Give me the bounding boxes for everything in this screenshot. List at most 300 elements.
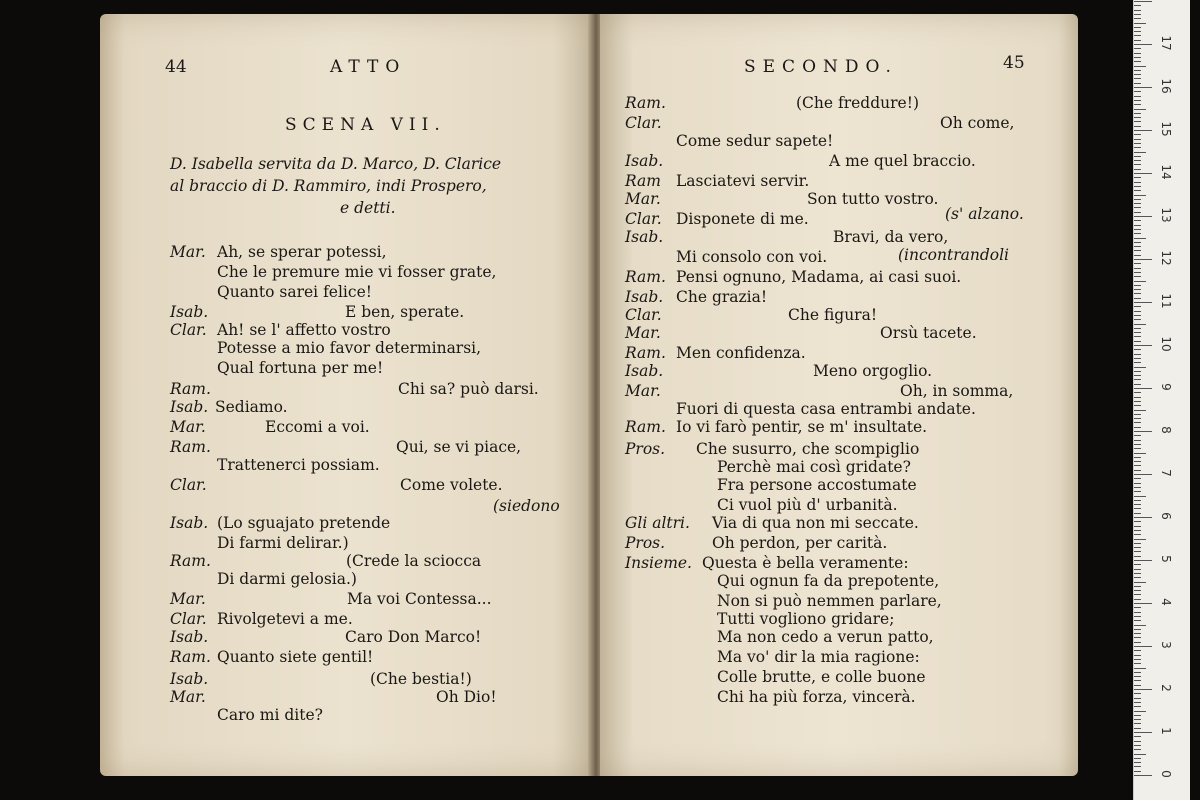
dialogue-line: Qual fortuna per me! [217,359,384,377]
ruler-tick [1134,754,1146,755]
ruler-number: 8 [1159,426,1173,434]
ruler-tick [1134,766,1141,767]
ruler-tick [1134,298,1141,299]
dialogue-line: Quanto siete gentil! [217,648,374,666]
dialogue-line: Lasciatevi servir. [676,172,810,190]
ruler-tick [1134,384,1141,385]
ruler-number: 4 [1159,598,1173,606]
speaker-label: Ram. [170,380,211,398]
speaker-label: Isab. [625,228,664,246]
ruler-tick [1134,285,1141,286]
ruler-tick [1134,685,1141,686]
running-head: ATTO [330,57,407,77]
ruler-tick [1134,212,1141,213]
ruler-tick [1134,134,1141,135]
dialogue-line: Via di qua non mi seccate. [712,514,919,532]
speaker-label: Gli altri. [625,514,690,532]
ruler-tick [1134,199,1141,200]
ruler-tick [1134,113,1141,114]
speaker-label: Isab. [170,398,209,416]
ruler-tick [1134,500,1141,501]
ruler-tick [1134,569,1141,570]
ruler-tick [1134,594,1141,595]
ruler-tick [1134,147,1141,148]
dialogue-line: Mi consolo con voi. [676,248,828,266]
ruler-tick [1134,775,1152,776]
page-number: 44 [165,57,187,77]
stage-direction-line: e detti. [340,199,396,217]
ruler-tick [1134,526,1141,527]
ruler-tick [1134,470,1141,471]
ruler-number: 2 [1159,684,1173,692]
ruler-tick [1134,328,1141,329]
dialogue-line: Chi ha più forza, vincerà. [717,688,916,706]
dialogue-line: Sediamo. [215,398,288,416]
stage-direction-line: al braccio di D. Rammiro, indi Prospero, [170,177,487,195]
dialogue-line: Che figura! [788,306,878,324]
ruler-tick [1134,448,1141,449]
speaker-label: Mar. [625,382,661,400]
ruler-tick [1134,341,1141,342]
ruler-tick [1134,491,1141,492]
left-page [100,14,592,776]
ruler-tick [1134,530,1141,531]
ruler-tick [1134,702,1141,703]
speaker-label: Pros. [625,440,666,458]
ruler-tick [1134,225,1141,226]
ruler-tick [1134,655,1141,656]
ruler-tick [1134,281,1146,282]
dialogue-line: Ci vuol più d' urbanità. [717,496,898,514]
ruler-tick [1134,336,1141,337]
dialogue-line: (s' alzano. [945,205,1024,223]
ruler-tick [1134,612,1141,613]
ruler-tick [1134,715,1141,716]
ruler-tick [1134,35,1141,36]
ruler-tick [1134,534,1141,535]
dialogue-line: Trattenerci possiam. [217,456,380,474]
dialogue-line: Chi sa? può darsi. [398,380,539,398]
ruler-tick [1134,397,1141,398]
ruler-tick [1134,633,1141,634]
dialogue-line: Non si può nemmen parlare, [717,592,942,610]
ruler-number: 13 [1159,207,1173,223]
ruler-tick [1134,177,1141,178]
ruler-tick [1134,573,1141,574]
dialogue-line: (Crede la sciocca [346,552,482,570]
ruler-tick [1134,590,1141,591]
ruler-tick [1134,401,1141,402]
dialogue-line: Ma non cedo a verun patto, [717,628,934,646]
ruler-tick [1134,706,1141,707]
ruler-tick [1134,444,1141,445]
ruler-tick [1134,711,1146,712]
dialogue-line: Disponete di me. [676,210,809,228]
dialogue-line: Questa è bella veramente: [702,554,909,572]
ruler-tick [1134,48,1141,49]
speaker-label: Ram. [170,438,211,456]
ruler-tick [1134,723,1141,724]
ruler-tick [1134,5,1141,6]
ruler-tick [1134,83,1141,84]
ruler-tick [1134,311,1141,312]
ruler-tick [1134,663,1141,664]
ruler-tick [1134,233,1141,234]
ruler-tick [1134,14,1141,15]
dialogue-line: A me quel braccio. [829,152,976,170]
ruler-tick [1134,375,1141,376]
ruler-tick [1134,689,1152,690]
speaker-label: Ram. [625,344,666,362]
ruler-tick [1134,70,1141,71]
dialogue-line: (Lo sguajato pretende [217,514,391,532]
dialogue-line: Rivolgetevi a me. [217,610,353,628]
dialogue-line: Quanto sarei felice! [217,283,372,301]
dialogue-line: Oh come, [940,114,1015,132]
ruler-number: 10 [1159,336,1173,352]
ruler-number: 5 [1159,555,1173,563]
ruler-tick [1134,539,1146,540]
ruler-tick [1134,169,1141,170]
ruler-tick [1134,521,1141,522]
ruler-tick [1134,405,1141,406]
ruler-tick [1134,272,1141,273]
open-book [100,14,1100,784]
ruler-tick [1134,362,1141,363]
dialogue-line: Men confidenza. [676,344,806,362]
speaker-label: Mar. [170,590,206,608]
ruler-tick [1134,10,1141,11]
ruler-tick [1134,354,1141,355]
ruler-tick [1134,289,1141,290]
ruler-number: 14 [1159,164,1173,180]
ruler-tick [1134,207,1141,208]
dialogue-line: Fra persone accostumate [717,476,917,494]
ruler-tick [1134,551,1141,552]
ruler-tick [1134,229,1141,230]
ruler-tick [1134,44,1152,45]
dialogue-line: Colle brutte, e colle buone [717,668,926,686]
ruler-tick [1134,121,1141,122]
ruler-tick [1134,620,1141,621]
running-head: SECONDO. [744,57,898,77]
ruler-tick [1134,698,1141,699]
dialogue-line: E ben, sperate. [345,303,465,321]
dialogue-line: Oh perdon, per carità. [712,534,888,552]
ruler-tick [1134,315,1141,316]
ruler-tick [1134,18,1141,19]
ruler-tick [1134,367,1146,368]
ruler-tick [1134,474,1152,475]
dialogue-line: Come sedur sapete! [676,132,834,150]
dialogue-line: Caro mi dite? [217,706,323,724]
dialogue-line: Che le premure mie vi fosser grate, [217,263,497,281]
speaker-label: Clar. [170,476,207,494]
ruler-tick [1134,126,1141,127]
ruler-tick [1134,440,1141,441]
dialogue-line: Oh Dio! [436,688,497,706]
ruler-tick [1134,143,1141,144]
ruler-tick [1134,332,1141,333]
ruler-tick [1134,371,1141,372]
ruler-tick [1134,203,1141,204]
ruler-tick [1134,771,1141,772]
ruler-tick [1134,190,1141,191]
ruler-tick [1134,156,1141,157]
ruler-tick [1134,263,1141,264]
ruler-tick [1134,646,1152,647]
ruler-tick [1134,349,1141,350]
dialogue-line: Di farmi delirar.) [217,534,349,552]
ruler-tick [1134,96,1141,97]
ruler-tick [1134,27,1141,28]
dialogue-line: Pensi ognuno, Madama, ai casi suoi. [676,268,962,286]
ruler-tick [1134,672,1141,673]
speaker-label: Pros. [625,534,666,552]
ruler-tick [1134,78,1141,79]
ruler-tick [1134,465,1141,466]
speaker-label: Mar. [625,190,661,208]
ruler-tick [1134,758,1141,759]
ruler-tick [1134,517,1152,518]
ruler-tick [1134,680,1141,681]
dialogue-line: Tutti vogliono gridare; [717,610,895,628]
ruler-number: 16 [1159,78,1173,94]
ruler-number: 6 [1159,512,1173,520]
ruler-tick [1134,564,1141,565]
ruler-tick [1134,182,1141,183]
ruler-tick [1134,693,1141,694]
speaker-label: Ram [625,172,661,190]
speaker-label: Mar. [625,324,661,342]
speaker-label: Isab. [170,514,209,532]
speaker-label: Isab. [625,362,664,380]
ruler-tick [1134,302,1152,303]
ruler-tick [1134,603,1152,604]
ruler-tick [1134,582,1146,583]
ruler-tick [1134,388,1152,389]
ruler-tick [1134,130,1152,131]
ruler-tick [1134,418,1141,419]
ruler-number: 12 [1159,250,1173,266]
speaker-label: Clar. [625,306,662,324]
ruler-tick [1134,117,1141,118]
dialogue-line: Bravi, da vero, [833,228,949,246]
ruler-tick [1134,186,1141,187]
ruler-tick [1134,242,1141,243]
dialogue-line: Ah, se sperar potessi, [217,243,387,261]
ruler-tick [1134,577,1141,578]
speaker-label: Clar. [625,114,662,132]
ruler-tick [1134,457,1141,458]
ruler-tick [1134,607,1141,608]
ruler-tick [1134,74,1141,75]
ruler-number: 9 [1159,383,1173,391]
speaker-label: Ram. [170,552,211,570]
ruler-tick [1134,324,1146,325]
ruler-tick [1134,53,1141,54]
ruler-tick [1134,139,1141,140]
speaker-label: Isab. [170,670,209,688]
dialogue-line: Ah! se l' affetto vostro [217,321,391,339]
ruler-tick [1134,160,1141,161]
ruler-tick [1134,560,1152,561]
ruler-tick [1134,668,1146,669]
ruler-tick [1134,732,1152,733]
ruler-tick [1134,543,1141,544]
ruler-tick [1134,745,1141,746]
ruler-tick [1134,414,1141,415]
ruler-tick [1134,109,1146,110]
ruler-tick [1134,629,1141,630]
page-number: 45 [1003,53,1025,73]
ruler-tick [1134,508,1141,509]
speaker-label: Mar. [170,688,206,706]
ruler-tick [1134,87,1152,88]
ruler-tick [1134,259,1152,260]
ruler-tick [1134,547,1141,548]
ruler-tick [1134,319,1141,320]
dialogue-line: (Che freddure!) [796,94,919,112]
ruler-tick [1134,306,1141,307]
speaker-label: Clar. [625,210,662,228]
ruler-tick [1134,422,1141,423]
ruler-tick [1134,57,1141,58]
ruler-tick [1134,659,1141,660]
dialogue-line: (incontrandoli [898,246,1010,264]
dialogue-line: Caro Don Marco! [345,628,482,646]
ruler-tick [1134,461,1141,462]
ruler-tick [1134,431,1152,432]
ruler-tick [1134,427,1141,428]
dialogue-line: Qui ognun fa da prepotente, [717,572,940,590]
dialogue-line: Ma voi Contessa... [347,590,492,608]
dialogue-line: Son tutto vostro. [807,190,939,208]
ruler-tick [1134,345,1152,346]
ruler-tick [1134,152,1146,153]
ruler-number: 7 [1159,469,1173,477]
speaker-label: Isab. [170,628,209,646]
speaker-label: Clar. [170,610,207,628]
speaker-label: Ram. [170,648,211,666]
speaker-label: Clar. [170,321,207,339]
ruler-tick [1134,238,1146,239]
ruler-tick [1134,61,1141,62]
ruler-tick [1134,100,1141,101]
ruler-tick [1134,435,1141,436]
ruler-tick [1134,23,1146,24]
ruler-tick [1134,625,1146,626]
dialogue-line: Qui, se vi piace, [396,438,522,456]
ruler-tick [1134,276,1141,277]
ruler-number: 3 [1159,641,1173,649]
ruler-tick [1134,250,1141,251]
dialogue-line: Perchè mai così gridate? [717,458,911,476]
ruler-tick [1134,642,1141,643]
speaker-label: Isab. [170,303,209,321]
speaker-label: Insieme. [625,554,692,572]
ruler-tick [1134,504,1141,505]
dialogue-line: Orsù tacete. [880,324,977,342]
ruler-tick [1134,513,1141,514]
measuring-ruler [1133,0,1190,800]
dialogue-line: Io vi farò pentir, se m' insultate. [676,418,928,436]
ruler-tick [1134,453,1146,454]
scene-title: SCENA VII. [285,115,446,135]
ruler-number: 0 [1159,770,1173,778]
ruler-tick [1134,392,1141,393]
ruler-number: 15 [1159,121,1173,137]
ruler-tick [1134,586,1141,587]
ruler-number: 17 [1159,35,1173,51]
ruler-tick [1134,762,1141,763]
ruler-number: 1 [1159,727,1173,735]
ruler-number: 11 [1159,293,1173,309]
ruler-tick [1134,650,1141,651]
dialogue-line: Meno orgoglio. [813,362,933,380]
dialogue-line: Potesse a mio favor determinarsi, [217,339,482,357]
ruler-tick [1134,104,1141,105]
speaker-label: Mar. [170,243,206,261]
speaker-label: Mar. [170,418,206,436]
ruler-tick [1134,255,1141,256]
ruler-tick [1134,599,1141,600]
ruler-tick [1134,478,1141,479]
ruler-tick [1134,410,1146,411]
speaker-label: Isab. [625,152,664,170]
ruler-tick [1134,220,1141,221]
ruler-tick [1134,676,1141,677]
dialogue-line: Come volete. [400,476,503,494]
ruler-tick [1134,268,1141,269]
ruler-tick [1134,637,1141,638]
dialogue-line: Oh, in somma, [900,382,1014,400]
ruler-tick [1134,379,1141,380]
dialogue-line: Eccomi a voi. [265,418,370,436]
ruler-tick [1134,31,1141,32]
dialogue-line: (siedono [493,497,560,515]
ruler-tick [1134,749,1141,750]
ruler-tick [1134,483,1141,484]
ruler-tick [1134,216,1152,217]
speaker-label: Ram. [625,418,666,436]
speaker-label: Isab. [625,288,664,306]
dialogue-line: Che grazia! [676,288,768,306]
dialogue-line: Di darmi gelosia.) [217,570,357,588]
ruler-tick [1134,496,1146,497]
ruler-tick [1134,616,1141,617]
ruler-tick [1134,195,1146,196]
ruler-tick [1134,91,1141,92]
dialogue-line: (Che bestia!) [370,670,472,688]
ruler-tick [1134,556,1141,557]
ruler-tick [1134,741,1141,742]
stage-direction-line: D. Isabella servita da D. Marco, D. Clarice [170,155,502,173]
right-page [600,14,1078,776]
ruler-tick [1134,164,1141,165]
dialogue-line: Che susurro, che scompiglio [696,440,920,458]
ruler-tick [1134,293,1141,294]
ruler-tick [1134,40,1141,41]
ruler-tick [1134,173,1152,174]
ruler-tick [1134,719,1141,720]
ruler-tick [1134,487,1141,488]
ruler-tick [1134,66,1146,67]
ruler-tick [1134,728,1141,729]
ruler-tick [1134,736,1141,737]
ruler-tick [1134,1,1152,2]
ruler-tick [1134,246,1141,247]
